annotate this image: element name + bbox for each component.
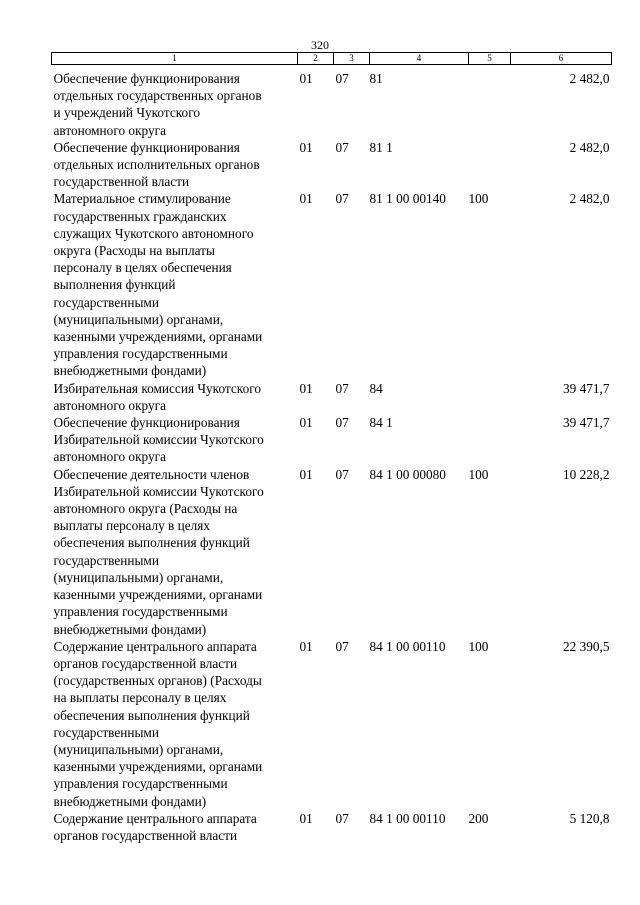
table-row [52, 190, 612, 379]
subsection-code: 07 [335, 466, 349, 482]
row-name [52, 810, 298, 844]
row-name-line: государственными [53, 724, 159, 740]
table-row [52, 466, 612, 638]
target-article: 84 1 00 00080 [369, 466, 446, 482]
row-name-line: отдельных государственных органов [53, 88, 262, 104]
row-name-line: (муниципальными) органами, [53, 741, 224, 757]
row-name-line: внебюджетными фондами) [53, 363, 207, 379]
amount: 2 482,0 [569, 71, 610, 86]
amount: 39 471,7 [562, 415, 610, 431]
amount: 10 228,2 [562, 466, 610, 482]
table-row [52, 139, 612, 191]
table-row [52, 414, 612, 466]
row-name-line: Обеспечение деятельности членов [53, 466, 250, 482]
column-header: 3 [334, 53, 370, 65]
column-header: 4 [370, 53, 469, 65]
page-number: 320 [311, 38, 329, 52]
row-name [52, 380, 298, 414]
row-name [52, 638, 298, 810]
target-article: 84 1 00 00110 [369, 638, 446, 654]
row-name-line: автономного округа [53, 449, 167, 465]
row-name-line: Обеспечение функционирования [53, 71, 240, 86]
target-article: 84 1 [369, 415, 393, 431]
row-name-line: органов государственной власти [53, 655, 238, 671]
row-name [52, 414, 298, 466]
amount: 2 482,0 [569, 139, 610, 155]
row-name-line: государственными [53, 552, 159, 568]
section-code: 01 [299, 139, 313, 155]
row-name-line: управления государственными [53, 346, 228, 362]
expense-type: 100 [468, 638, 489, 654]
expense-type [469, 380, 511, 414]
row-name-line: автономного округа (Расходы на [53, 501, 238, 517]
target-article: 84 [369, 380, 383, 396]
expense-type [469, 65, 511, 139]
row-name-line: Обеспечение функционирования [53, 415, 240, 431]
table-row [52, 65, 612, 139]
row-name-line: и учреждений Чукотского [53, 105, 200, 121]
row-name [52, 190, 298, 379]
section-code: 01 [299, 380, 313, 396]
row-name-line: казенными учреждениями, органами [53, 329, 263, 345]
row-name-line: внебюджетными фондами) [53, 621, 207, 637]
target-article: 81 1 00 00140 [369, 191, 446, 207]
row-name [52, 466, 298, 638]
subsection-code: 07 [335, 380, 349, 396]
section-code: 01 [299, 191, 313, 207]
row-name-line: управления государственными [53, 776, 228, 792]
row-name-line: органов государственной власти [53, 827, 238, 843]
table-body [52, 65, 612, 845]
row-name-line: автономного округа [53, 397, 167, 413]
target-article: 84 1 00 00110 [369, 810, 446, 826]
row-name-line: служащих Чукотского автономного [53, 225, 254, 241]
column-header: 2 [298, 53, 334, 65]
row-name-line: управления государственными [53, 604, 228, 620]
row-name-line: (муниципальными) органами, [53, 311, 224, 327]
row-name-line: обеспечения выполнения функций [53, 707, 250, 723]
budget-table [51, 52, 612, 844]
row-name-line: (муниципальными) органами, [53, 569, 224, 585]
column-header: 1 [52, 53, 298, 65]
row-name-line: выполнения функций [53, 277, 176, 293]
section-code: 01 [299, 466, 313, 482]
expense-type: 200 [468, 810, 489, 826]
row-name [52, 65, 298, 139]
row-name-line: обеспечения выполнения функций [53, 535, 250, 551]
row-name-line: на выплаты персоналу в целях [53, 690, 227, 706]
table-row [52, 638, 612, 810]
amount: 39 471,7 [562, 380, 610, 396]
amount: 5 120,8 [569, 810, 610, 826]
row-name-line: Избирательная комиссия Чукотского [53, 380, 262, 396]
amount: 22 390,5 [562, 638, 610, 654]
table-row [52, 810, 612, 844]
subsection-code: 07 [335, 191, 349, 207]
target-article: 81 1 [369, 139, 393, 155]
row-name-line: персоналу в целях обеспечения [53, 260, 232, 276]
row-name [52, 139, 298, 191]
row-name-line: округа (Расходы на выплаты [53, 243, 215, 259]
row-name-line: государственной власти [53, 174, 190, 190]
section-code: 01 [299, 415, 313, 431]
row-name-line: автономного округа [53, 122, 167, 138]
expense-type [469, 139, 511, 191]
row-name-line: казенными учреждениями, органами [53, 759, 263, 775]
row-name-line: государственных гражданских [53, 208, 227, 224]
row-name-line: казенными учреждениями, органами [53, 587, 263, 603]
row-name-line: отдельных исполнительных органов [53, 157, 260, 173]
row-name-line: Материальное стимулирование [53, 191, 231, 207]
target-article: 81 [369, 71, 383, 86]
expense-type: 100 [468, 191, 489, 207]
table-row [52, 380, 612, 414]
subsection-code: 07 [335, 71, 349, 86]
subsection-code: 07 [335, 139, 349, 155]
expense-type [469, 414, 511, 466]
row-name-line: выплаты персоналу в целях [53, 518, 211, 534]
subsection-code: 07 [335, 415, 349, 431]
section-code: 01 [299, 810, 313, 826]
row-name-line: (государственных органов) (Расходы [53, 673, 262, 689]
row-name-line: Обеспечение функционирования [53, 139, 240, 155]
column-header: 5 [469, 53, 511, 65]
section-code: 01 [299, 71, 313, 86]
row-name-line: внебюджетными фондами) [53, 793, 207, 809]
subsection-code: 07 [335, 810, 349, 826]
subsection-code: 07 [335, 638, 349, 654]
header-row [52, 53, 612, 65]
amount: 2 482,0 [569, 191, 610, 207]
row-name-line: Содержание центрального аппарата [53, 810, 257, 826]
column-header: 6 [511, 53, 612, 65]
row-name-line: Избирательной комиссии Чукотского [53, 483, 264, 499]
expense-type: 100 [468, 466, 489, 482]
row-name-line: государственными [53, 294, 159, 310]
row-name-line: Содержание центрального аппарата [53, 638, 257, 654]
section-code: 01 [299, 638, 313, 654]
row-name-line: Избирательной комиссии Чукотского [53, 432, 264, 448]
